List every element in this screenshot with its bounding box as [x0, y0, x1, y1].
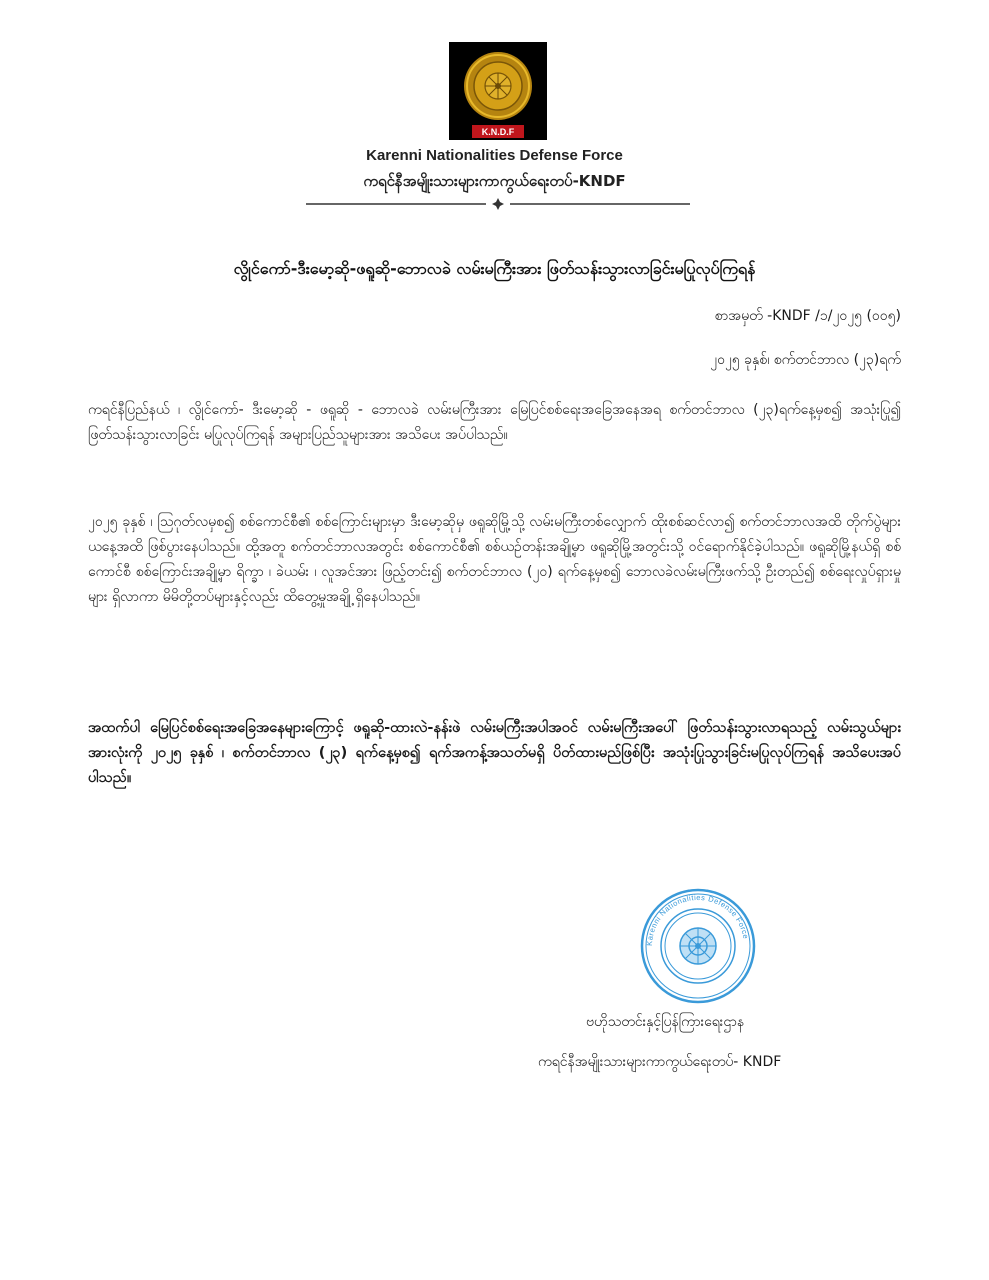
seal-icon	[640, 888, 756, 1004]
logo-text: K.N.D.F	[481, 127, 515, 137]
signature-department: ဗဟိုသတင်းနှင့်ပြန်ကြားရေးဌာန	[586, 1014, 745, 1030]
document-date: ၂၀၂၅ ခုနှစ်၊ စက်တင်ဘာလ (၂၃)ရက်	[710, 352, 901, 368]
official-seal	[640, 888, 756, 1004]
kndf-emblem-icon	[449, 42, 547, 140]
header-divider	[306, 197, 690, 211]
kndf-logo	[449, 42, 547, 140]
seal-text: Karenni Nationalities Defense Force	[644, 892, 751, 947]
paragraph-2: ၂၀၂၅ ခုနှစ် ၊ ဩဂုတ်လမှစ၍ စစ်ကောင်စီ၏ စစ်ကြောင်းများမှာ ဒီးမော့ဆိုမှ ဖရူဆိုမြို့သို့ လမ်းမကြီးတစ်လျှောက် ထိုးစစ်ဆင်လာ၍ စက်တင်ဘာလအထိ တိုက်ပွဲများ ယနေ့အထိ ဖြစ်ပွားနေပါသည်။ ထို့အတူ စက်တင်ဘာလအတွင်း စစ်ကောင်စီ၏ စစ်ယဉ်တန်းအချို့မှာ ဖရူဆိုမြို့အတွင်းသို့ ဝင်ရောက်နိုင်ခဲ့ပါသည်။ ဖရူဆိုမြို့နယ်ရှိ စစ်ကောင်စီ စစ်ကြောင်းအချို့မှာ ရိက္ခာ ၊ ခဲယမ်း ၊ လူအင်အား ဖြည့်တင်း၍ စက်တင်ဘာလ (၂၀) ရက်နေ့မှစ၍ ဘောလခဲလမ်းမကြီးဖက်သို့ ဦးတည်၍ စစ်ရေးလှုပ်ရှားမှုများ ရှိလာကာ မိမိတို့တပ်များနှင့်လည်း ထိတွေ့မှုအချို့ ရှိနေပါသည်။	[88, 514, 901, 605]
document-title: လွိုင်ကော်-ဒီးမော့ဆို-ဖရူဆို-ဘောလခဲ လမ်းမကြီးအား ဖြတ်သန်းသွားလာခြင်းမပြုလုပ်ကြရန်	[233, 259, 756, 278]
star-divider-icon	[492, 198, 504, 210]
org-name-burmese: ကရင်နီအမျိုးသားများကာကွယ်ရေးတပ်-KNDF	[363, 172, 626, 190]
paragraph-1: ကရင်နီပြည်နယ် ၊ လွိုင်ကော်- ဒီးမော့ဆို - ဖရူဆို - ဘောလခဲ လမ်းမကြီးအား မြေပြင်စစ်ရေးအခြေအနေအရ စက်တင်ဘာလ (၂၃)ရက်နေ့မှစ၍ အသုံးပြု၍ ဖြတ်သန်းသွားလာခြင်း မပြုလုပ်ကြရန် အများပြည်သူများအား အသိပေး အပ်ပါသည်။	[88, 402, 901, 443]
org-name-english: Karenni Nationalities Defense Force	[366, 147, 623, 164]
signature-organization: ကရင်နီအမျိုးသားများကာကွယ်ရေးတပ်- KNDF	[538, 1054, 782, 1070]
reference-number: စာအမှတ် -KNDF /၁/၂၀၂၅ (၀၀၅)	[714, 308, 901, 324]
paragraph-3: အထက်ပါ မြေပြင်စစ်ရေးအခြေအနေများကြောင့် ဖရူဆို-ထားလဲ-နန်းဖဲ လမ်းမကြီးအပါအဝင် လမ်းမကြီးအပေါ် ဖြတ်သန်းသွားလာရသည့် လမ်းသွယ်များအားလုံးကို ၂၀၂၅ ခုနှစ် ၊ စက်တင်ဘာလ (၂၃) ရက်နေ့မှစ၍ ရက်အကန့်အသတ်မရှိ ပိတ်ထားမည်ဖြစ်ပြီး အသုံးပြုသွားခြင်းမပြုလုပ်ကြရန် အသိပေးအပ်ပါသည်။	[88, 720, 901, 786]
